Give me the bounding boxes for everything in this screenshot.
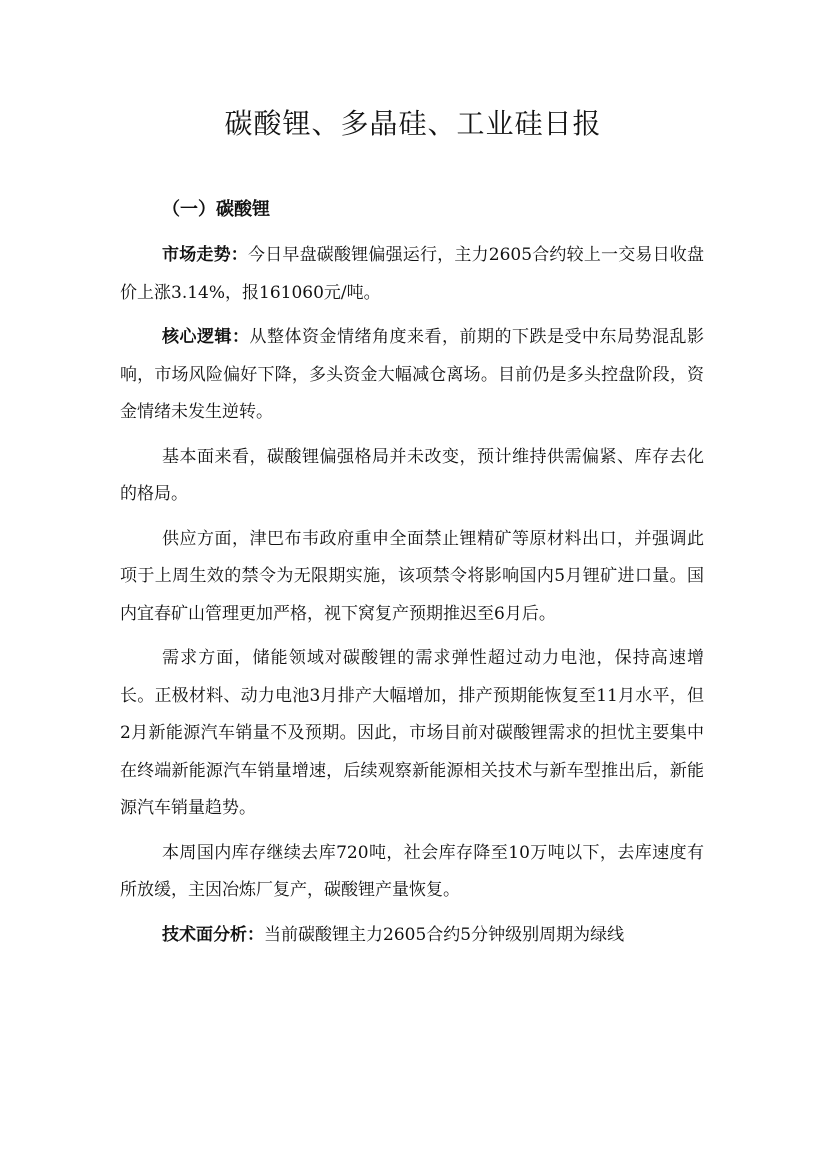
paragraph-text: 当前碳酸锂主力2605合约5分钟级别周期为绿线 xyxy=(264,924,625,945)
paragraph-demand xyxy=(120,640,704,828)
paragraph-text: 从整体资金情绪角度来看，前期的下跌是受中东局势混乱影响，市场风险偏好下降，多头资金大幅减仓离场。目前仍是多头控盘阶段，资金情绪未发生逆转。 xyxy=(120,327,704,422)
paragraph-text: 本周国内库存继续去库720吨，社会库存降至10万吨以下，去库速度有所放缓，主因冶炼厂复产，碳酸锂产量恢复。 xyxy=(120,842,704,900)
paragraph-text: 需求方面，储能领域对碳酸锂的需求弹性超过动力电池，保持高速增长。正极材料、动力电池3月排产大幅增加，排产预期能恢复至11月水平，但2月新能源汽车销量不及预期。因此，市场目前对碳酸锂需求的担忧主要集中在终端新能源汽车销量增速，后续观察新能源相关技术与新车型推出后，新能源汽车销量趋势。 xyxy=(120,648,704,818)
paragraph-lead: 核心逻辑： xyxy=(162,327,250,347)
paragraph-lead: 技术面分析： xyxy=(162,924,264,945)
paragraph-technical xyxy=(120,917,704,955)
section-heading: （一）碳酸锂 xyxy=(162,199,270,220)
paragraph-inventory xyxy=(120,835,704,910)
paragraph-lead: 市场走势： xyxy=(162,245,248,265)
paragraph-core-logic xyxy=(120,319,704,432)
paragraph-fundamentals xyxy=(120,439,704,514)
paragraph-text: 今日早盘碳酸锂偏强运行，主力2605合约较上一交易日收盘价上涨3.14%，报161060元/吨。 xyxy=(120,245,705,303)
paragraph-supply xyxy=(120,521,704,634)
paragraph-market-trend xyxy=(120,237,704,312)
document-title: 碳酸锂、多晶硅、工业硅日报 xyxy=(224,107,602,140)
paragraph-text: 基本面来看，碳酸锂偏强格局并未改变，预计维持供需偏紧、库存去化的格局。 xyxy=(120,446,704,504)
paragraph-text: 供应方面，津巴布韦政府重申全面禁止锂精矿等原材料出口，并强调此项于上周生效的禁令为无限期实施，该项禁令将影响国内5月锂矿进口量。国内宜春矿山管理更加严格，视下窝复产预期推迟至6月后。 xyxy=(120,528,704,624)
body-text xyxy=(120,237,704,961)
